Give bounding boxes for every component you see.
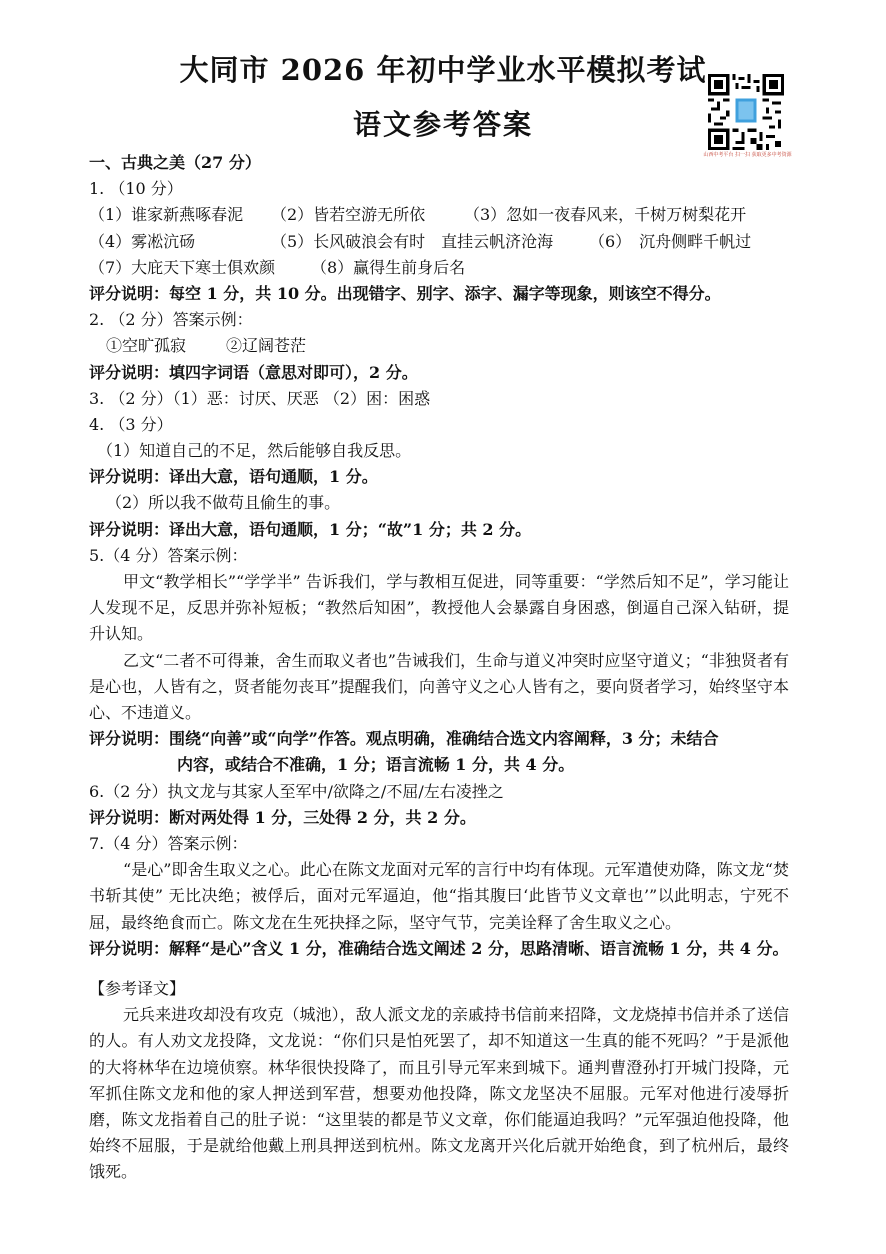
section-heading: 一、古典之美（27 分） (89, 153, 261, 172)
qr-code-icon[interactable] (708, 74, 784, 150)
q1-label: 1. （10 分） (89, 179, 183, 199)
q1-answer-5: （5）长风破浪会有时 直挂云帆济沧海 (271, 231, 554, 251)
q4-answer-2: （2）所以我不做苟且偷生的事。 (106, 493, 341, 513)
q5-scoring-note-line1: 评分说明：围绕“向善”或“向学”作答。观点明确，准确结合选文内容阐释，3 分；未结合 (89, 729, 719, 749)
translation-paragraph: 元兵来进攻却没有攻克（城池），敌人派文龙的亲戚持书信前来招降，文龙烧掉书信并杀了送信的人。有人劝文龙投降，文龙说：“你们只是怕死罢了，却不知道这一生真的能不死吗？”于是派他的大将林华在边境侦察。林华很快投降了，而且引导元军来到城下。通判曹澄孙打开城门投降，元军抓住陈文龙和他的家人押送到军营，想要劝他投降，陈文龙坚决不屈服。元军对他进行凌辱折磨，陈文龙指着自己的肚子说：“这里装的都是节义文章，你们能逼迫我吗？”元军强迫他投降，他始终不屈服，于是就给他戴上刑具押送到杭州。陈文龙离开兴化后就开始绝食，到了杭州后，最终饿死。 (89, 1005, 789, 1182)
q1-row1 (89, 202, 789, 228)
exam-title: 大同市 2026 年初中学业水平模拟考试 (179, 53, 707, 87)
q1-scoring-note: 评分说明：每空 1 分，共 10 分。出现错字、别字、添字、漏字等现象，则该空不得分。 (89, 283, 721, 303)
q1-answer-7: （7）大庇天下寒士俱欢颜 (89, 257, 276, 277)
q1-row3 (89, 255, 789, 281)
q6-answer: 6.（2 分）执文龙与其家人至军中/欲降之/不屈/左右凌挫之 (89, 781, 504, 801)
q2-answers (89, 333, 789, 359)
qr-caption: 山西中考平台 扫一扫 获取更多中考资源 (703, 152, 792, 158)
q7-scoring-note: 评分说明：解释“是心”含义 1 分，准确结合选文阐述 2 分，思路清晰、语言流畅 1 分，共 4 分。 (89, 938, 789, 958)
q1-row2 (89, 229, 789, 255)
q7-paragraph: “是心”即舍生取义之心。此心在陈文龙面对元军的言行中均有体现。元军遣使劝降，陈文龙“焚书斩其使” 无比决绝；被俘后，面对元军逼迫，他“指其腹曰‘此皆节义文章也’”以此明志，宁死不屈，最终绝食而亡。陈文龙在生死抉择之际，坚守气节，完美诠释了舍生取义之心。 (89, 860, 789, 932)
q6-scoring-note: 评分说明：断对两处得 1 分，三处得 2 分，共 2 分。 (89, 807, 476, 827)
q5-paragraph-2: 乙文“二者不可得兼，舍生而取义者也”告诫我们，生命与道义冲突时应坚守道义；“非独贤者有是心也，人皆有之，贤者能勿丧耳”提醒我们，向善守义之心人皆有之，要向贤者学习，始终坚守本心、不违道义。 (89, 650, 789, 723)
q1-answer-3: （3）忽如一夜春风来，千树万树梨花开 (464, 205, 747, 225)
answer-content (89, 150, 789, 1186)
exam-subtitle: 语文参考答案 (352, 108, 533, 141)
q2-answer-2: ②辽阔苍茫 (226, 336, 307, 356)
q2-scoring-note: 评分说明：填四字词语（意思对即可），2 分。 (89, 362, 418, 382)
q1-answer-2: （2）皆若空游无所依 (271, 205, 426, 225)
q4-answer-1: （1）知道自己的不足，然后能够自我反思。 (97, 441, 412, 461)
q4-label: 4. （3 分） (89, 414, 173, 434)
q7-label: 7.（4 分）答案示例： (89, 833, 248, 853)
q5-scoring-note-line2: 内容，或结合不准确，1 分；语言流畅 1 分，共 4 分。 (177, 755, 575, 775)
q4-scoring-note-1: 评分说明：译出大意，语句通顺，1 分。 (89, 467, 378, 487)
q5-label: 5.（4 分）答案示例： (89, 545, 248, 565)
q1-answer-4: （4）雾凇沆砀 (89, 231, 196, 251)
q5-paragraph-1: 甲文“教学相长”“学学半” 告诉我们，学与教相互促进，同等重要：“学然后知不足”，学习能让人发现不足，反思并弥补短板；“教然后知困”，教授他人会暴露自身困惑，倒逼自己深入钻研，提升认知。 (89, 572, 789, 644)
q1-answer-6: （6） 沉舟侧畔千帆过 (589, 231, 752, 251)
q2-answer-1: ①空旷孤寂 (106, 336, 187, 356)
q3-answer: 3. （2 分）（1）恶：讨厌、厌恶 （2）困：困惑 (89, 388, 431, 408)
q1-answer-8: （8）赢得生前身后名 (311, 257, 466, 277)
q1-answer-1: （1）谁家新燕啄春泥 (89, 205, 244, 225)
translation-heading: 【参考译文】 (89, 978, 186, 998)
q2-label: 2. （2 分）答案示例： (89, 310, 253, 330)
q4-scoring-note-2: 评分说明：译出大意，语句通顺，1 分；“故”1 分；共 2 分。 (89, 519, 532, 539)
